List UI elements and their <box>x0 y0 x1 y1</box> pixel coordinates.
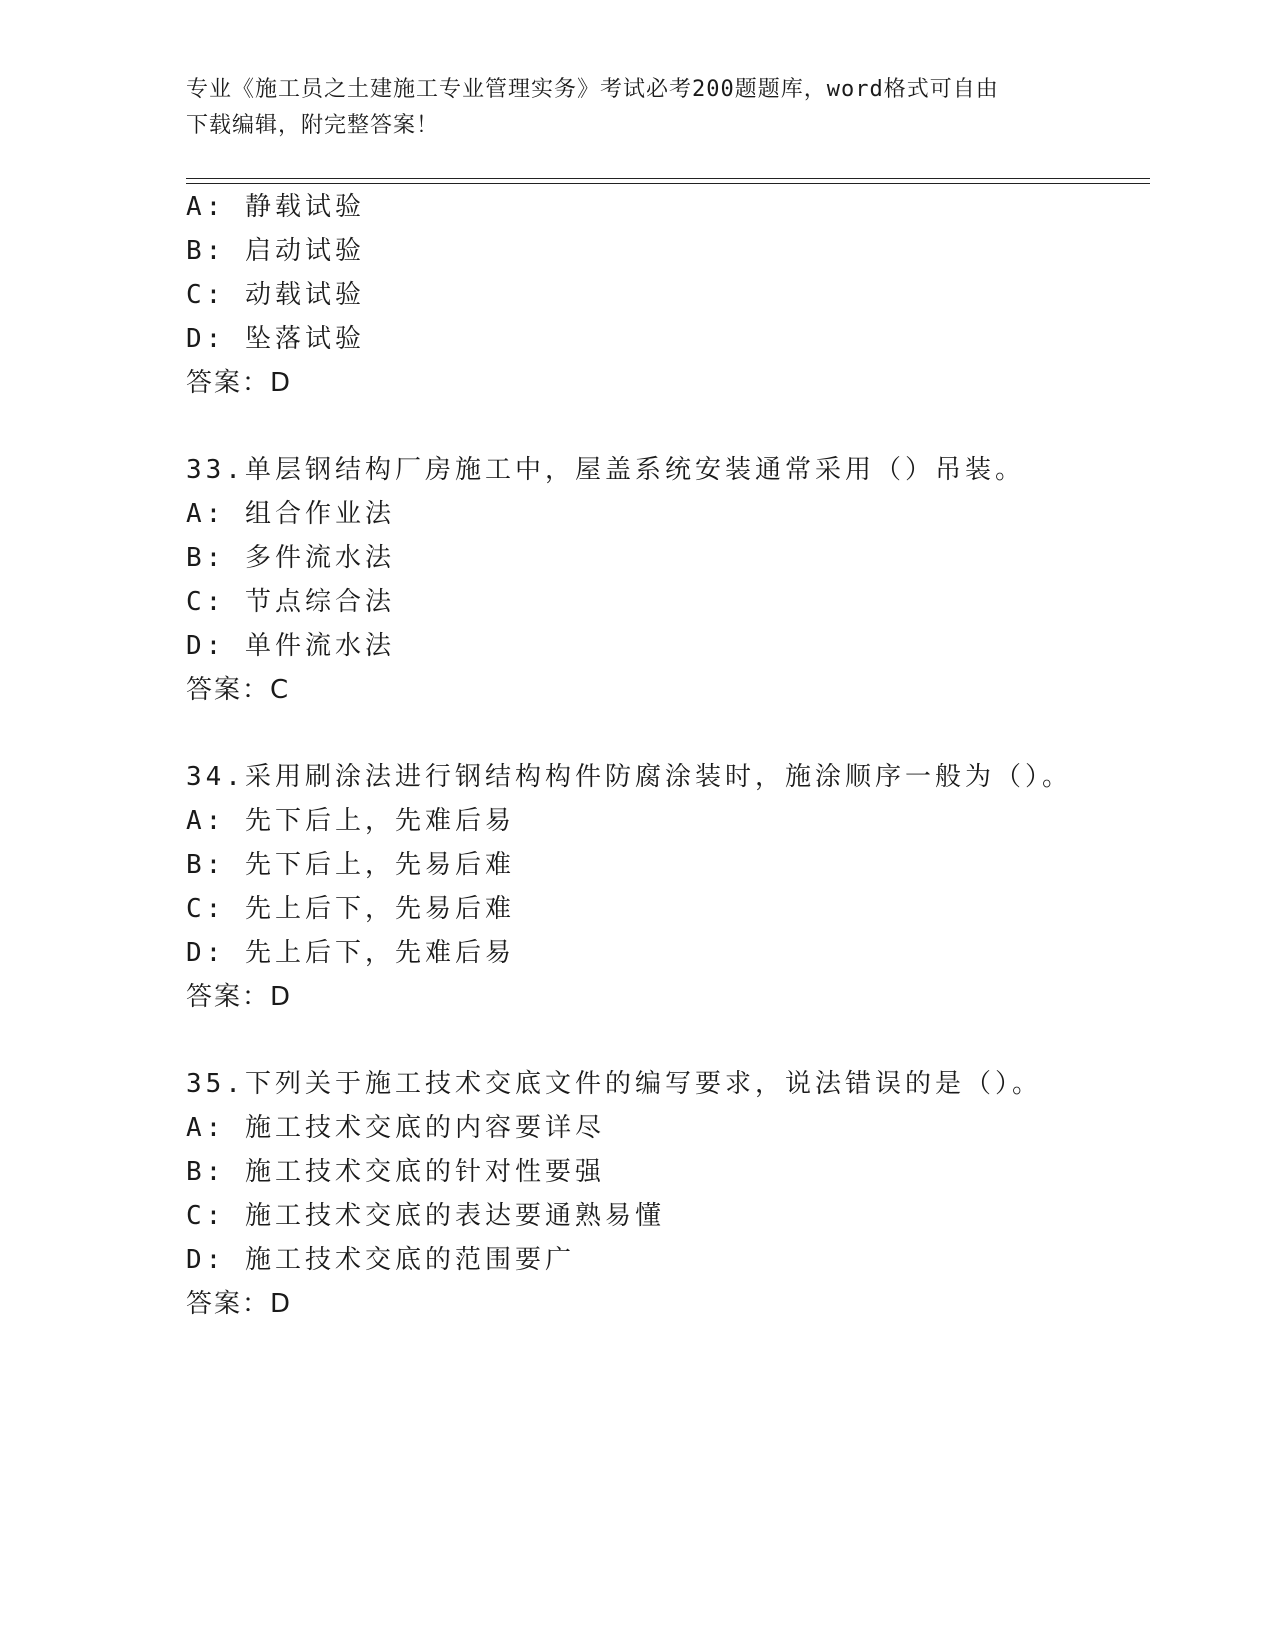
header-divider-top <box>186 178 1150 179</box>
q33-answer: 答案：C <box>186 675 291 705</box>
q35-option-c: C: 施工技术交底的表达要通熟易懂 <box>186 1201 665 1231</box>
q35-answer: 答案：D <box>186 1289 293 1319</box>
q35-option-d: D: 施工技术交底的范围要广 <box>186 1245 575 1275</box>
header-line-1: 专业《施工员之土建施工专业管理实务》考试必考200题题库，word格式可自由 <box>186 77 999 102</box>
header-line-2: 下载编辑，附完整答案！ <box>186 113 440 138</box>
q34-answer: 答案：D <box>186 982 293 1012</box>
q32-option-d: D: 坠落试验 <box>186 324 365 354</box>
header-divider-bottom <box>186 183 1150 184</box>
q33-option-c: C: 节点综合法 <box>186 587 395 617</box>
q33-option-d: D: 单件流水法 <box>186 631 395 661</box>
q33-question: 33.单层钢结构厂房施工中，屋盖系统安装通常采用（）吊装。 <box>186 455 1025 485</box>
q35-option-b: B: 施工技术交底的针对性要强 <box>186 1157 605 1187</box>
q34-option-c: C: 先上后下，先易后难 <box>186 894 515 924</box>
q33-option-a: A: 组合作业法 <box>186 499 395 529</box>
q34-question: 34.采用刷涂法进行钢结构构件防腐涂装时，施涂顺序一般为（）。 <box>186 762 1072 792</box>
q32-option-b: B: 启动试验 <box>186 236 365 266</box>
q35-question: 35.下列关于施工技术交底文件的编写要求，说法错误的是（）。 <box>186 1069 1042 1099</box>
q32-option-c: C: 动载试验 <box>186 280 365 310</box>
q35-option-a: A: 施工技术交底的内容要详尽 <box>186 1113 605 1143</box>
q34-option-d: D: 先上后下，先难后易 <box>186 938 515 968</box>
document-header <box>186 72 1086 144</box>
q33-option-b: B: 多件流水法 <box>186 543 395 573</box>
q34-option-b: B: 先下后上，先易后难 <box>186 850 515 880</box>
q34-option-a: A: 先下后上，先难后易 <box>186 806 515 836</box>
q32-option-a: A: 静载试验 <box>186 192 365 222</box>
q32-answer: 答案：D <box>186 368 293 398</box>
